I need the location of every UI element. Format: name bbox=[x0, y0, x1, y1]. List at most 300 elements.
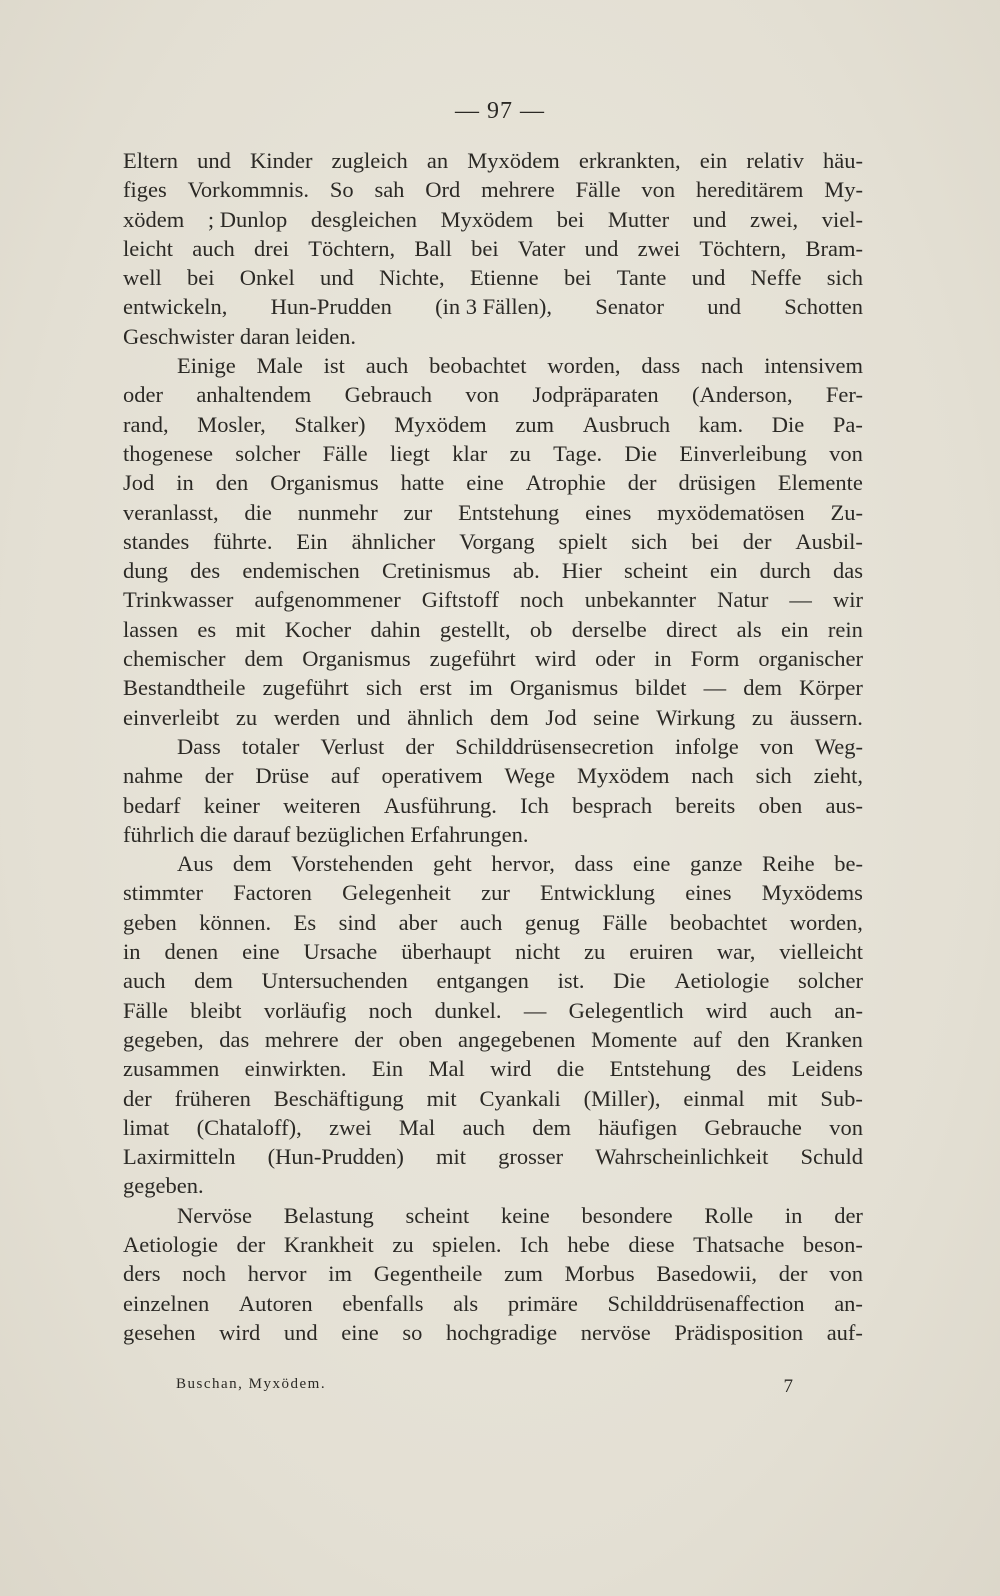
word: ders bbox=[123, 1261, 161, 1287]
word: organischer bbox=[758, 646, 863, 672]
word: Bram- bbox=[805, 235, 863, 261]
word: nach bbox=[691, 763, 734, 789]
word: auch bbox=[365, 353, 409, 379]
word: erkrankten, bbox=[578, 148, 681, 173]
word: veranlasst, bbox=[123, 499, 219, 525]
word: mit bbox=[235, 616, 266, 642]
text-line bbox=[123, 644, 863, 673]
word: well bbox=[123, 265, 162, 291]
word: (Anderson, bbox=[691, 382, 793, 408]
word: scheint bbox=[624, 558, 688, 584]
word: auf bbox=[330, 763, 360, 789]
word: ebenfalls bbox=[342, 1290, 424, 1316]
text-line bbox=[123, 1318, 863, 1347]
word: Entstehung bbox=[458, 499, 560, 525]
word: Körper bbox=[799, 675, 863, 701]
word: äussern. bbox=[789, 704, 863, 730]
word: geht bbox=[433, 851, 472, 877]
text-line bbox=[123, 1142, 863, 1171]
word: Dass bbox=[177, 733, 221, 759]
word: die bbox=[244, 499, 272, 525]
word: angegebenen bbox=[457, 1026, 576, 1052]
word: häufigen bbox=[598, 1114, 678, 1140]
text-line bbox=[123, 351, 863, 380]
word: weiteren bbox=[283, 792, 361, 818]
word: (Chataloff), bbox=[196, 1114, 302, 1140]
word: primäre bbox=[507, 1290, 578, 1316]
word: Myxödem bbox=[394, 411, 487, 437]
word: der bbox=[236, 1231, 266, 1257]
word: zusammen bbox=[123, 1056, 220, 1082]
word: zugeführt bbox=[262, 675, 349, 701]
word: und bbox=[584, 235, 619, 261]
text-line bbox=[123, 234, 863, 263]
word: sah bbox=[374, 177, 405, 203]
word: oder bbox=[595, 646, 636, 672]
word: lassen bbox=[123, 616, 178, 642]
word: klar bbox=[452, 440, 488, 466]
word: zur bbox=[403, 499, 433, 525]
word: zu bbox=[751, 704, 774, 730]
word: Mal bbox=[428, 1056, 465, 1082]
word: beson- bbox=[802, 1231, 863, 1257]
word: bedarf bbox=[123, 792, 181, 818]
text-line bbox=[123, 615, 863, 644]
word: Ein bbox=[371, 1056, 404, 1082]
word: viel- bbox=[821, 206, 863, 232]
word: und bbox=[283, 1319, 318, 1345]
word: Verlust bbox=[320, 733, 385, 759]
text-line bbox=[123, 585, 863, 614]
word: Etienne bbox=[469, 265, 539, 291]
word: (Hun-Prudden) bbox=[267, 1144, 404, 1170]
text-line bbox=[123, 732, 863, 761]
word: ähnlicher bbox=[351, 528, 436, 554]
word: wird bbox=[534, 646, 577, 672]
word: Organismus bbox=[509, 675, 619, 701]
word: ist bbox=[323, 353, 345, 379]
word: (Miller), bbox=[583, 1085, 661, 1111]
word: Organismus bbox=[270, 470, 379, 496]
word: dem bbox=[194, 968, 233, 994]
word: in bbox=[654, 646, 672, 672]
word: Organismus bbox=[302, 646, 411, 672]
word: keine bbox=[500, 1202, 550, 1228]
word: My- bbox=[824, 177, 863, 203]
word: zum bbox=[515, 411, 555, 437]
word: dahin bbox=[370, 616, 421, 642]
word: Ausbruch bbox=[582, 411, 671, 437]
word: mehrere bbox=[481, 177, 555, 203]
word: Form bbox=[690, 646, 740, 672]
word: zwei, bbox=[750, 206, 799, 232]
word: ein bbox=[709, 558, 738, 584]
word: Jodpräparaten bbox=[532, 382, 659, 408]
word: — bbox=[703, 675, 727, 701]
word: in bbox=[176, 470, 194, 496]
word: als bbox=[453, 1290, 479, 1316]
word: seine bbox=[593, 704, 640, 730]
word: Giftstoff bbox=[421, 587, 499, 613]
word: hatte bbox=[400, 470, 445, 496]
word: worden, bbox=[547, 353, 621, 379]
text-line bbox=[123, 908, 863, 937]
word: Rolle bbox=[704, 1202, 754, 1228]
word: Schotten bbox=[784, 294, 863, 320]
word: an- bbox=[834, 997, 863, 1023]
text-line bbox=[123, 761, 863, 790]
word: Gelegentlich bbox=[568, 997, 684, 1023]
word: des bbox=[736, 1056, 767, 1082]
word: dem bbox=[532, 1114, 572, 1140]
word: ob bbox=[529, 616, 553, 642]
word: Thatsache bbox=[693, 1231, 785, 1257]
page-number: — 97 — bbox=[455, 98, 545, 124]
text-line bbox=[123, 1259, 863, 1288]
word: Jod bbox=[123, 470, 155, 496]
word: wir bbox=[832, 587, 863, 613]
word: ein bbox=[781, 616, 809, 642]
word: aufgenommener bbox=[254, 587, 401, 613]
word: hochgradige bbox=[445, 1319, 558, 1345]
text-line bbox=[123, 1289, 863, 1318]
word: Gegentheile bbox=[373, 1261, 483, 1287]
text-line bbox=[123, 1025, 863, 1054]
word: Myxödems bbox=[761, 880, 863, 906]
word: ähnlich bbox=[407, 704, 474, 730]
word: überhaupt bbox=[401, 939, 492, 965]
word: der bbox=[123, 1085, 152, 1111]
word: Cretinismus bbox=[381, 558, 491, 584]
word: Nervöse bbox=[177, 1202, 252, 1228]
word: rein bbox=[827, 616, 863, 642]
text-line bbox=[123, 322, 863, 351]
word: auch bbox=[459, 909, 503, 935]
word: Myxödem bbox=[467, 148, 560, 173]
word: keiner bbox=[203, 792, 260, 818]
word: es bbox=[197, 616, 217, 642]
word: zwei bbox=[637, 235, 681, 261]
word: gestellt, bbox=[439, 616, 511, 642]
word: Myxödem bbox=[576, 763, 670, 789]
word: das bbox=[832, 558, 863, 584]
word: Einverleibung bbox=[679, 440, 807, 466]
word: dem bbox=[743, 675, 783, 701]
word: worden, bbox=[789, 909, 863, 935]
word: erst bbox=[419, 675, 452, 701]
word: geben bbox=[123, 909, 177, 935]
word: — bbox=[523, 997, 547, 1023]
word: Natur bbox=[717, 587, 769, 613]
word: beobachtet bbox=[429, 353, 527, 379]
text-line bbox=[123, 1201, 863, 1230]
word: an- bbox=[834, 1290, 863, 1316]
word: Hun-Prudden bbox=[270, 294, 392, 320]
word: Wirkung bbox=[656, 704, 736, 730]
word: Mosler, bbox=[197, 411, 266, 437]
word: zieht, bbox=[813, 763, 863, 789]
word: bei bbox=[691, 528, 719, 554]
word: xödem bbox=[123, 206, 185, 232]
word: auch bbox=[123, 968, 166, 994]
word: Vorstehenden bbox=[291, 851, 414, 877]
word: Schilddrüsenaffection bbox=[607, 1290, 805, 1316]
word: Gelegenheit bbox=[342, 880, 451, 906]
word: Autoren bbox=[238, 1290, 313, 1316]
word: von bbox=[829, 1261, 863, 1287]
word: Vorgang bbox=[459, 528, 535, 554]
word: Kinder bbox=[249, 148, 313, 173]
word: beobachtet bbox=[669, 909, 768, 935]
word: noch bbox=[182, 1261, 226, 1287]
word: zu bbox=[235, 704, 258, 730]
word: die bbox=[556, 1056, 585, 1082]
word: solcher bbox=[235, 440, 301, 466]
text-line bbox=[123, 439, 863, 468]
word: sich bbox=[365, 675, 403, 701]
word: Krankheit bbox=[283, 1231, 374, 1257]
word: in bbox=[784, 1202, 803, 1228]
word: Aetiologie bbox=[123, 1231, 218, 1257]
word: standes bbox=[123, 528, 190, 554]
word: Stalker) bbox=[294, 411, 366, 437]
text-line bbox=[123, 175, 863, 204]
word: den bbox=[737, 1026, 770, 1052]
text-line bbox=[123, 791, 863, 820]
word: spielt bbox=[558, 528, 608, 554]
word: dem bbox=[244, 646, 284, 672]
word: vielleicht bbox=[779, 939, 863, 965]
word: und bbox=[707, 294, 741, 320]
word: den bbox=[215, 470, 249, 496]
word: Untersuchenden bbox=[261, 968, 408, 994]
word: eine bbox=[341, 1319, 379, 1345]
word: sind bbox=[338, 909, 377, 935]
word: spielen. bbox=[432, 1231, 502, 1257]
page-footer bbox=[176, 1376, 793, 1398]
word: limat bbox=[123, 1114, 170, 1140]
word: zwei bbox=[329, 1114, 372, 1140]
word: thogenese bbox=[123, 440, 213, 466]
word: drüsigen bbox=[678, 470, 756, 496]
word: Pa- bbox=[832, 411, 863, 437]
text-line bbox=[123, 1171, 863, 1200]
word: von bbox=[829, 440, 863, 466]
word: im bbox=[328, 1261, 352, 1287]
word: Kocher bbox=[284, 616, 352, 642]
word: des bbox=[190, 558, 221, 584]
text-line bbox=[123, 263, 863, 292]
word: Nichte, bbox=[379, 265, 445, 291]
word: der bbox=[405, 733, 435, 759]
word: so bbox=[402, 1319, 423, 1345]
text-line bbox=[123, 556, 863, 585]
word: Mal bbox=[398, 1114, 436, 1140]
word: infolge bbox=[675, 733, 739, 759]
word: der bbox=[354, 1026, 383, 1052]
word: einverleibt bbox=[123, 704, 220, 730]
text-line bbox=[123, 146, 863, 175]
word: mehrere bbox=[264, 1026, 339, 1052]
word: ein bbox=[699, 148, 728, 173]
word: Die bbox=[613, 968, 646, 994]
word: Beschäftigung bbox=[273, 1085, 404, 1111]
word: grosser bbox=[498, 1144, 564, 1170]
word: auf- bbox=[826, 1319, 863, 1345]
word: gegeben, bbox=[123, 1026, 204, 1052]
word: Ausführung. bbox=[383, 792, 497, 818]
word: Fälle bbox=[123, 997, 168, 1023]
word: gegeben. bbox=[123, 1173, 204, 1199]
word: totaler bbox=[241, 733, 300, 759]
word: von bbox=[465, 382, 500, 408]
word: Cyankali bbox=[479, 1085, 561, 1111]
word: an bbox=[426, 148, 449, 173]
word: derselbe bbox=[571, 616, 647, 642]
text-line bbox=[123, 878, 863, 907]
text-line bbox=[123, 380, 863, 409]
word: können. bbox=[199, 909, 272, 935]
word: Trinkwasser bbox=[123, 587, 234, 613]
word: eine bbox=[242, 939, 280, 965]
word: der bbox=[742, 528, 772, 554]
word: dem bbox=[232, 851, 272, 877]
text-line bbox=[123, 996, 863, 1025]
word: mit bbox=[767, 1085, 798, 1111]
word: einwirkten. bbox=[244, 1056, 347, 1082]
word: genug bbox=[524, 909, 580, 935]
word: zur bbox=[481, 880, 510, 906]
word: drei bbox=[254, 235, 289, 261]
word: Ursache bbox=[303, 939, 378, 965]
word: dem bbox=[489, 704, 529, 730]
word: bei bbox=[563, 265, 592, 291]
word: — bbox=[789, 587, 812, 613]
word: Zu- bbox=[830, 499, 863, 525]
signature-mark: 7 bbox=[783, 1376, 793, 1397]
word: war, bbox=[716, 939, 756, 965]
word: eine bbox=[466, 470, 504, 496]
word: So bbox=[329, 177, 354, 203]
word: Töchtern, bbox=[308, 235, 396, 261]
word: Aus bbox=[177, 851, 214, 877]
word: leicht bbox=[123, 235, 173, 261]
word: bereits bbox=[675, 792, 736, 818]
word: anhaltendem bbox=[196, 382, 312, 408]
word: dass bbox=[641, 353, 681, 379]
word: Fälle bbox=[322, 440, 368, 466]
word: der bbox=[627, 470, 657, 496]
word: zu bbox=[509, 440, 531, 466]
running-title: Buschan, Myxödem. bbox=[176, 1376, 327, 1392]
word: bei bbox=[556, 206, 585, 232]
word: Eltern bbox=[123, 148, 178, 173]
word: dunkel. bbox=[434, 997, 502, 1023]
word: bildet bbox=[635, 675, 687, 701]
word: ; Dunlop bbox=[207, 206, 288, 232]
word: Ball bbox=[414, 235, 452, 261]
word: zugleich bbox=[331, 148, 408, 173]
word: zu bbox=[584, 939, 606, 965]
word: Jod bbox=[545, 704, 577, 730]
word: Sub- bbox=[820, 1085, 863, 1111]
word: von bbox=[759, 733, 794, 759]
word: wird bbox=[705, 997, 748, 1023]
text-line bbox=[123, 468, 863, 497]
word: solcher bbox=[797, 968, 863, 994]
word: Prädisposition bbox=[674, 1319, 804, 1345]
word: relativ bbox=[746, 148, 804, 173]
word: Factoren bbox=[233, 880, 312, 906]
word: rand, bbox=[123, 411, 169, 437]
word: unbekannter bbox=[584, 587, 696, 613]
word: Tage. bbox=[553, 440, 603, 466]
word: dass bbox=[574, 851, 614, 877]
word: Atrophie bbox=[525, 470, 606, 496]
word: hereditärem bbox=[695, 177, 804, 203]
word: Mutter bbox=[607, 206, 670, 232]
word: und bbox=[320, 265, 354, 291]
word: Wahrscheinlichkeit bbox=[595, 1144, 769, 1170]
word: hebe bbox=[567, 1231, 610, 1257]
word: nach bbox=[700, 353, 744, 379]
word: Male bbox=[256, 353, 303, 379]
text-line bbox=[123, 820, 863, 849]
word: be- bbox=[834, 851, 863, 877]
word: das bbox=[219, 1026, 250, 1052]
word: Ein bbox=[296, 528, 328, 554]
word: Fer- bbox=[825, 382, 863, 408]
word: Einige bbox=[177, 353, 236, 379]
word: eines bbox=[685, 880, 732, 906]
word: desgleichen bbox=[310, 206, 418, 232]
word: Fälle bbox=[602, 909, 648, 935]
word: chemischer bbox=[123, 646, 226, 672]
word: hervor, bbox=[491, 851, 555, 877]
word: Die bbox=[624, 440, 658, 466]
word: Es bbox=[293, 909, 317, 935]
word: auch bbox=[462, 1114, 505, 1140]
word: Tante bbox=[616, 265, 667, 291]
text-line bbox=[123, 1230, 863, 1259]
word: Töchtern, bbox=[699, 235, 787, 261]
word: Bestandtheile bbox=[123, 675, 246, 701]
word: Leidens bbox=[791, 1056, 863, 1082]
word: Aetiologie bbox=[674, 968, 770, 994]
word: Wege bbox=[504, 763, 556, 789]
word: Morbus bbox=[564, 1261, 635, 1287]
word: aus- bbox=[825, 792, 863, 818]
word: ab. bbox=[512, 558, 540, 584]
word: Reihe bbox=[762, 851, 815, 877]
word: aber bbox=[398, 909, 438, 935]
word: nervöse bbox=[580, 1319, 651, 1345]
word: von bbox=[829, 1114, 863, 1140]
word: endemischen bbox=[242, 558, 360, 584]
word: direct bbox=[666, 616, 718, 642]
word: der bbox=[204, 763, 234, 789]
text-line bbox=[123, 1113, 863, 1142]
word: Ich bbox=[520, 792, 549, 818]
word: einzelnen bbox=[123, 1290, 210, 1316]
word: liegt bbox=[389, 440, 430, 466]
word: sich bbox=[631, 528, 668, 554]
word: stimmter bbox=[123, 880, 203, 906]
word: Hier bbox=[561, 558, 602, 584]
word: diese bbox=[628, 1231, 675, 1257]
word: intensivem bbox=[764, 353, 863, 379]
text-line bbox=[123, 937, 863, 966]
